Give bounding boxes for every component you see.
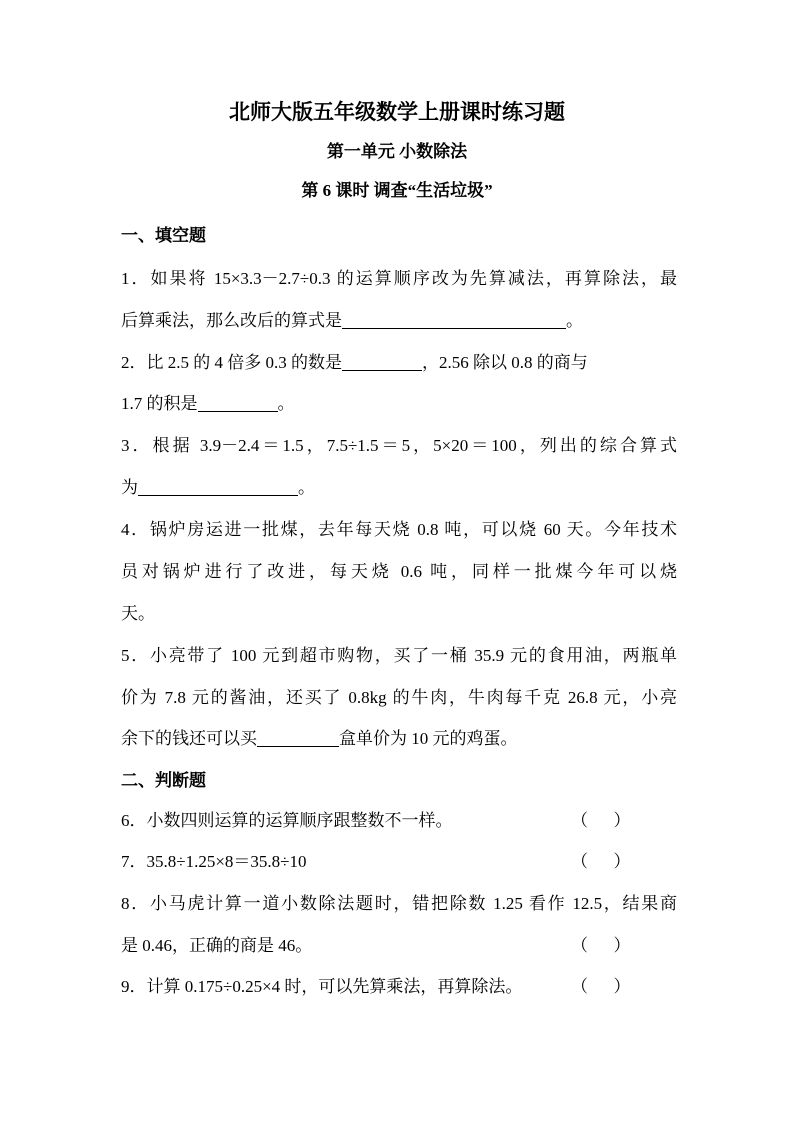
section-fill-heading: 一、填空题 xyxy=(121,226,206,245)
q6-text: 6．小数四则运算的运算顺序跟整数不一样。 xyxy=(121,811,453,830)
q2-line2 xyxy=(121,389,677,414)
q5-text: 余下的钱还可以买 xyxy=(121,729,257,748)
q3-line1: 3．根据 3.9－2.4＝1.5，7.5÷1.5＝5，5×20＝100，列出的综合算式 xyxy=(121,436,677,455)
q1-end: 。 xyxy=(566,311,583,330)
q4-line1: 4．锅炉房运进一批煤，去年每天烧 0.8 吨，可以烧 60 天。今年技术 xyxy=(121,520,677,539)
q8-line2: 是 0.46，正确的商是 46。 xyxy=(121,936,313,955)
q3-answer-blank[interactable] xyxy=(138,479,298,496)
q3-end: 。 xyxy=(298,478,315,497)
q3-line2 xyxy=(121,473,677,498)
q4-line2: 员对锅炉进行了改进，每天烧 0.6 吨，同样一批煤今年可以烧 xyxy=(121,562,677,581)
q1-answer-blank[interactable] xyxy=(342,312,566,329)
q6-answer-paren[interactable]: （ ） xyxy=(571,811,631,830)
doc-title: 北师大版五年级数学上册课时练习题 xyxy=(229,100,565,124)
q5-line3 xyxy=(121,724,677,749)
q2-text-c: 1.7 的积是 xyxy=(121,394,198,413)
q8-line1: 8．小马虎计算一道小数除法题时，错把除数 1.25 看作 12.5，结果商 xyxy=(121,894,677,913)
q2-answer-blank-2[interactable] xyxy=(198,395,278,412)
q7-text: 7．35.8÷1.25×8＝35.8÷10 xyxy=(121,852,307,871)
q2-line1 xyxy=(121,348,677,373)
q5-answer-blank[interactable] xyxy=(257,730,339,747)
q5-end: 盒单价为 10 元的鸡蛋。 xyxy=(339,729,518,748)
q7-answer-paren[interactable]: （ ） xyxy=(571,852,631,871)
q9-text: 9．计算 0.175÷0.25×4 时，可以先算乘法，再算除法。 xyxy=(121,977,523,996)
lesson-title: 第 6 课时 调查“生活垃圾” xyxy=(301,181,493,200)
section-judge-heading: 二、判断题 xyxy=(121,771,206,790)
q2-end: 。 xyxy=(277,394,295,413)
q9-answer-paren[interactable]: （ ） xyxy=(571,977,631,996)
q2-text-b: ，2.56 除以 0.8 的商与 xyxy=(422,353,588,372)
q5-line2: 价为 7.8 元的酱油，还买了 0.8kg 的牛肉，牛肉每千克 26.8 元，小亮 xyxy=(121,688,677,707)
q4-line3: 天。 xyxy=(121,604,155,623)
q3-text: 为 xyxy=(121,478,138,497)
q8-answer-paren[interactable]: （ ） xyxy=(571,936,631,955)
q1-text: 后算乘法，那么改后的算式是 xyxy=(121,311,342,330)
unit-title: 第一单元 小数除法 xyxy=(326,142,468,161)
q2-answer-blank-1[interactable] xyxy=(342,354,422,371)
q2-text-a: 2．比 2.5 的 4 倍多 0.3 的数是 xyxy=(121,353,342,372)
q5-line1: 5．小亮带了 100 元到超市购物，买了一桶 35.9 元的食用油，两瓶单 xyxy=(121,646,677,665)
q1-line2 xyxy=(121,306,677,331)
q1-line1: 1．如果将 15×3.3－2.7÷0.3 的运算顺序改为先算减法，再算除法，最 xyxy=(121,269,677,288)
